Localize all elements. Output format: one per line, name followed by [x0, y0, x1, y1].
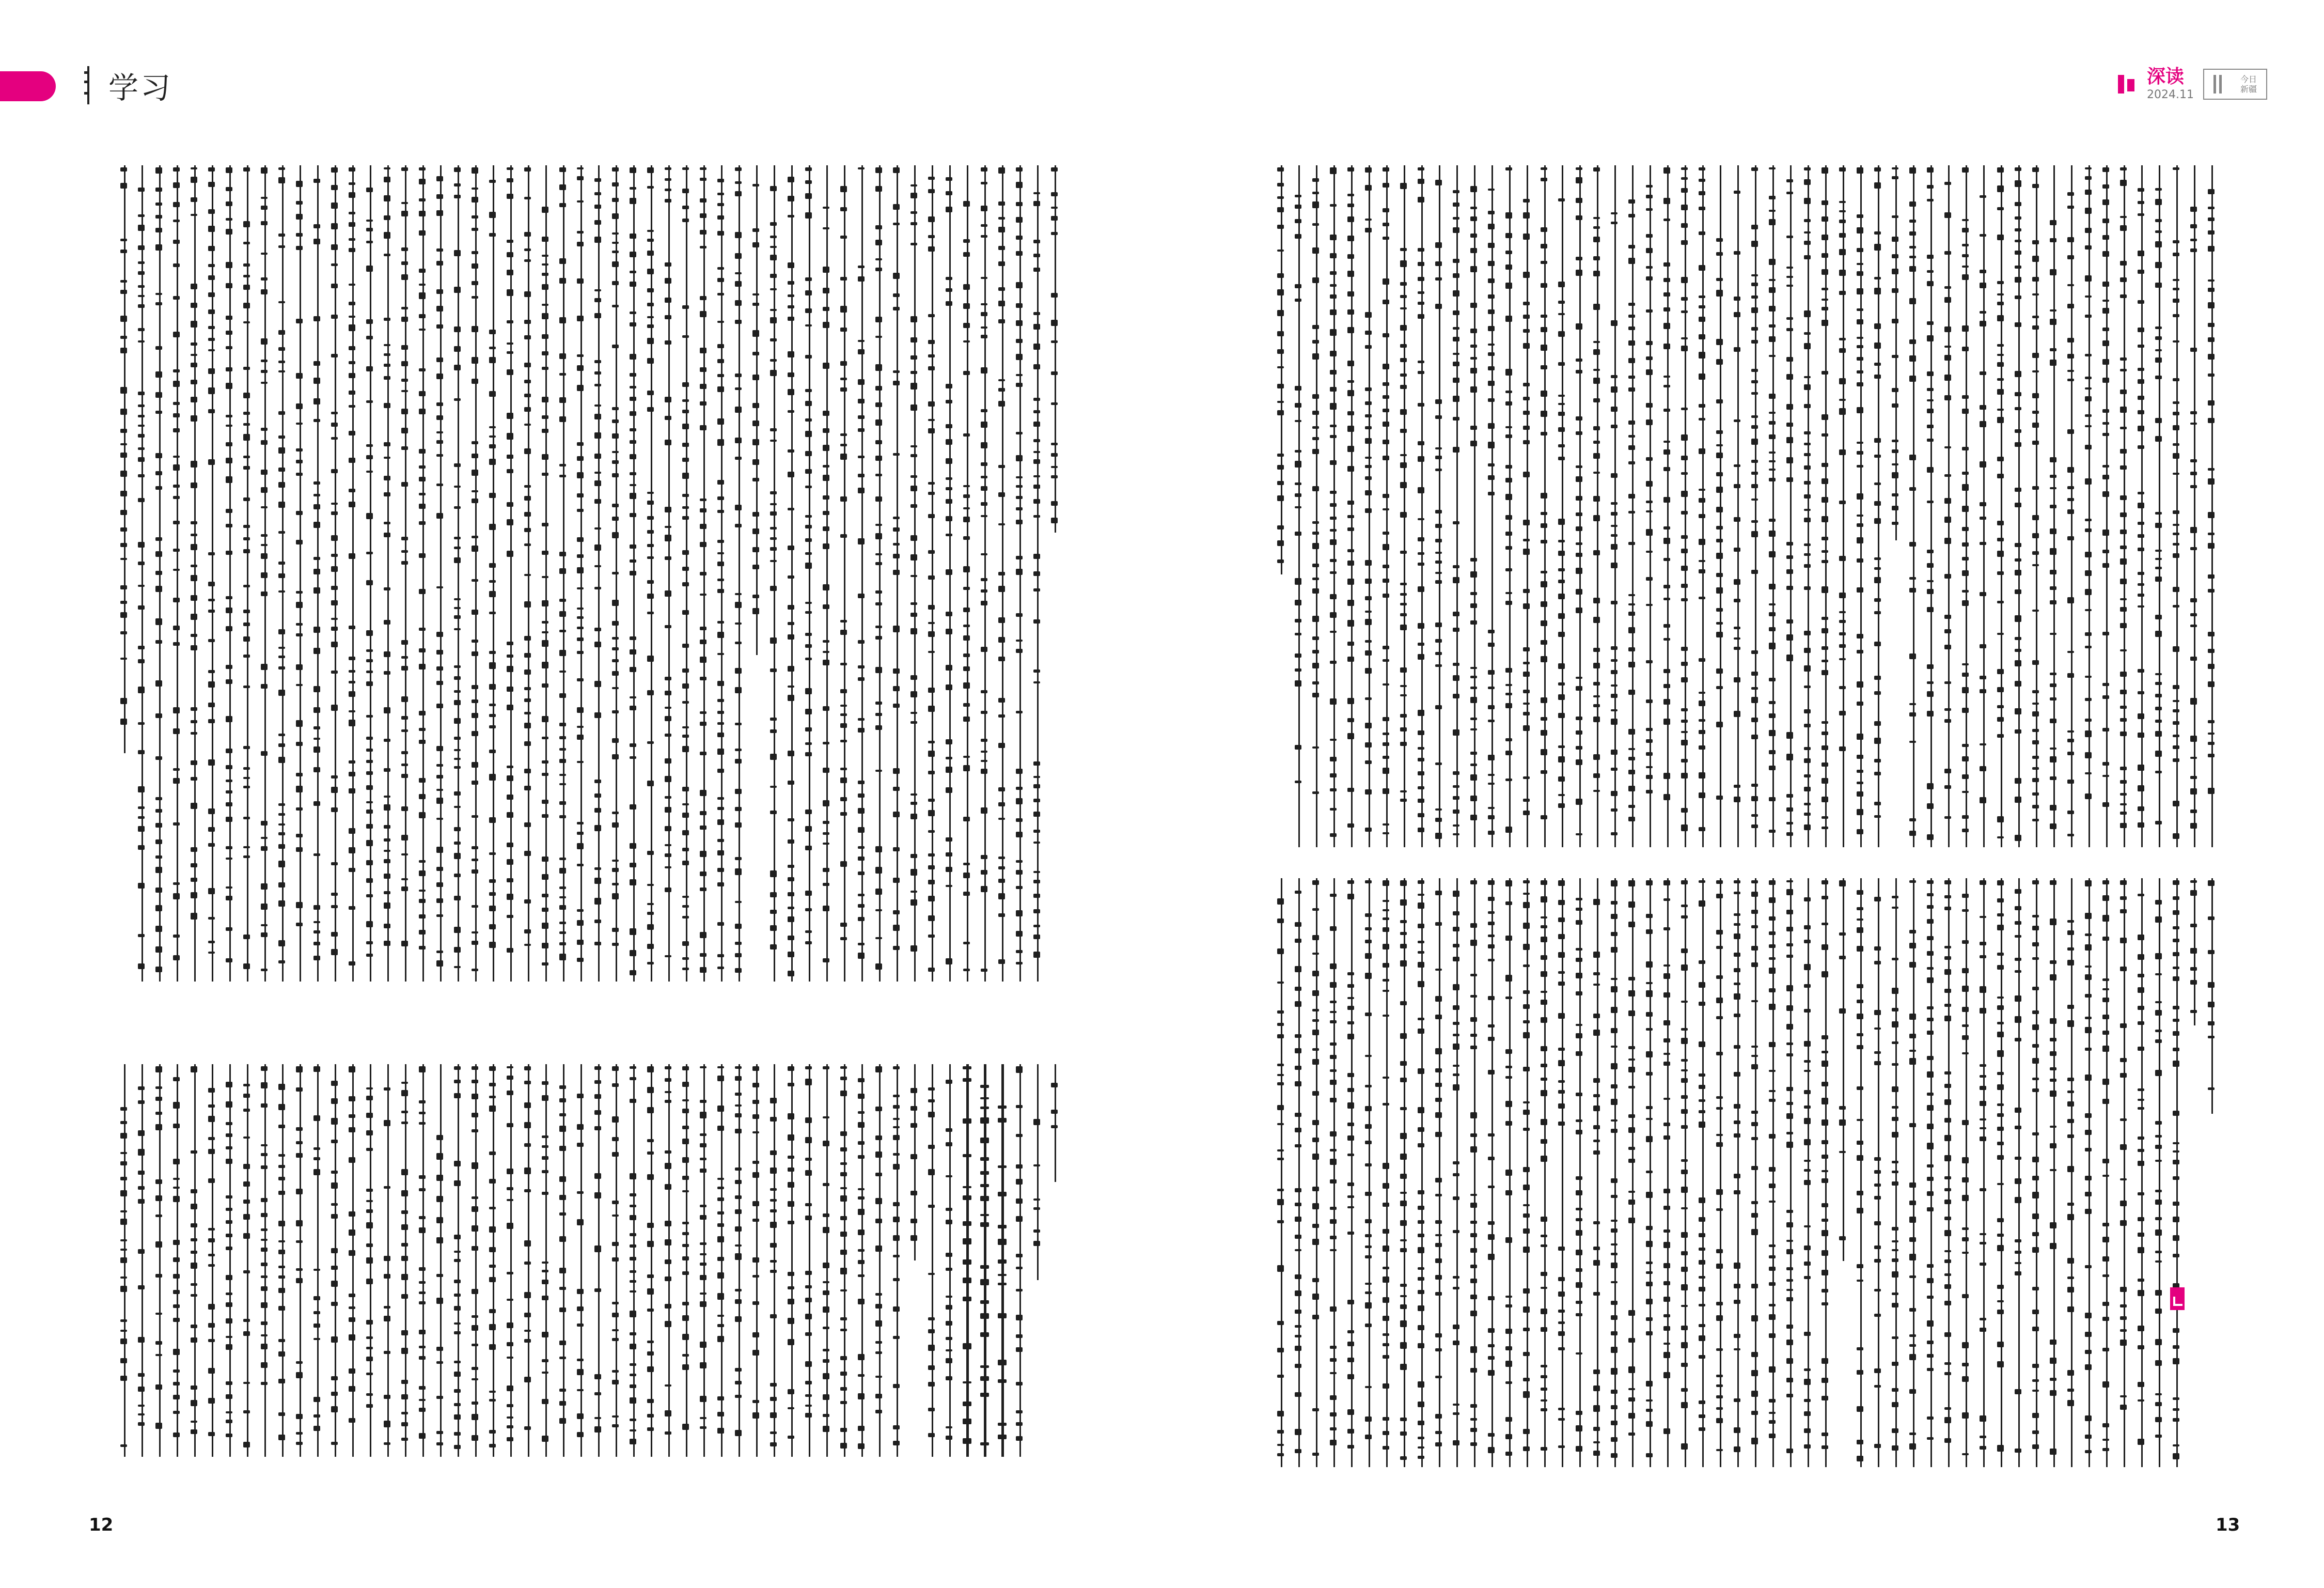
text-column	[1922, 878, 1940, 1467]
text-column	[432, 165, 449, 982]
right-page-header	[2116, 61, 2267, 107]
text-column	[520, 1064, 537, 1457]
text-column	[959, 165, 976, 982]
text-column	[748, 1064, 765, 1457]
text-column	[2115, 878, 2133, 1467]
text-column	[1957, 165, 1975, 847]
text-column	[853, 165, 871, 982]
text-column	[1518, 165, 1536, 847]
text-column	[186, 165, 203, 982]
text-column	[256, 165, 274, 982]
text-column	[397, 165, 414, 982]
text-column	[1834, 878, 1852, 1467]
text-column	[800, 165, 818, 982]
text-column	[1624, 165, 1641, 847]
text-column	[818, 1064, 836, 1457]
text-column	[1729, 878, 1747, 1467]
text-column	[432, 1064, 449, 1457]
mongolian-section-label	[83, 66, 94, 104]
text-column	[1747, 165, 1764, 847]
text-column	[555, 165, 572, 982]
text-column	[484, 165, 502, 982]
text-column	[2150, 165, 2168, 847]
text-column	[1518, 878, 1536, 1467]
text-column	[1325, 878, 1343, 1467]
text-column	[379, 165, 397, 982]
text-column	[537, 1064, 555, 1457]
text-column	[1378, 165, 1395, 847]
text-column	[2186, 165, 2203, 847]
text-column	[274, 165, 291, 982]
text-column	[730, 165, 748, 982]
text-column	[1606, 878, 1624, 1467]
left-text-block-1	[103, 165, 1064, 982]
text-column	[888, 1064, 906, 1457]
text-column	[572, 1064, 590, 1457]
text-column	[116, 1064, 133, 1457]
text-column	[1624, 878, 1641, 1467]
text-column	[1343, 878, 1360, 1467]
text-column	[1975, 878, 1992, 1467]
text-column	[2168, 878, 2186, 1467]
text-column	[1483, 878, 1501, 1467]
text-column	[678, 165, 695, 982]
text-column	[660, 165, 678, 982]
section-title: 学习	[108, 70, 173, 105]
text-column	[994, 165, 1011, 982]
text-column	[326, 1064, 344, 1457]
section-tab	[0, 71, 56, 101]
text-column	[1711, 165, 1729, 847]
text-column	[203, 1064, 221, 1457]
text-column	[1273, 878, 1290, 1467]
text-column	[906, 1064, 923, 1457]
text-column	[379, 1064, 397, 1457]
text-column	[625, 165, 642, 982]
text-column	[1536, 165, 1553, 847]
text-column	[362, 1064, 379, 1457]
text-column	[590, 165, 607, 982]
text-column	[923, 165, 941, 982]
text-column	[1448, 165, 1466, 847]
text-column	[2203, 165, 2221, 847]
right-text-block-2	[1260, 878, 2221, 1467]
text-column	[1029, 165, 1046, 982]
left-page-number: 12	[89, 1515, 114, 1535]
right-page-number: 13	[2216, 1515, 2240, 1535]
text-column	[642, 165, 660, 982]
text-column	[414, 165, 432, 982]
text-column	[941, 1064, 959, 1457]
brand-masthead	[2203, 69, 2267, 100]
text-column	[941, 165, 959, 982]
text-column	[221, 165, 239, 982]
text-column	[186, 1064, 203, 1457]
text-column	[291, 1064, 309, 1457]
text-column	[1887, 878, 1905, 1467]
text-column	[1011, 165, 1029, 982]
text-column	[1694, 878, 1711, 1467]
text-column	[1747, 878, 1764, 1467]
text-column	[1360, 878, 1378, 1467]
text-column	[2080, 165, 2098, 847]
text-column	[449, 165, 467, 982]
text-column	[168, 1064, 186, 1457]
text-column	[1395, 165, 1413, 847]
text-column	[256, 1064, 274, 1457]
text-column	[678, 1064, 695, 1457]
text-column	[783, 1064, 800, 1457]
text-column	[1273, 165, 1290, 847]
text-column	[1029, 1064, 1046, 1457]
text-column	[1782, 878, 1799, 1467]
text-column	[274, 1064, 291, 1457]
text-column	[959, 1064, 976, 1457]
text-column	[1466, 878, 1483, 1467]
text-column	[116, 165, 133, 982]
text-column	[309, 1064, 326, 1457]
text-column	[1817, 878, 1834, 1467]
text-column	[1466, 165, 1483, 847]
text-column	[239, 165, 256, 982]
text-column	[1308, 878, 1325, 1467]
text-column	[871, 165, 888, 982]
text-column	[590, 1064, 607, 1457]
text-column	[168, 165, 186, 982]
text-column	[1975, 165, 1992, 847]
text-column	[1395, 878, 1413, 1467]
text-column	[133, 1064, 151, 1457]
text-column	[502, 1064, 520, 1457]
article-start-marker	[2170, 1287, 2185, 1310]
text-column	[203, 165, 221, 982]
text-column	[783, 165, 800, 982]
text-column	[467, 1064, 484, 1457]
text-column	[1887, 165, 1905, 847]
text-column	[1676, 878, 1694, 1467]
text-column	[923, 1064, 941, 1457]
text-column	[1641, 165, 1659, 847]
text-column	[2133, 878, 2150, 1467]
text-column	[607, 1064, 625, 1457]
text-column	[765, 1064, 783, 1457]
text-column	[994, 1064, 1011, 1457]
text-column	[2186, 878, 2203, 1467]
text-column	[836, 1064, 853, 1457]
text-column	[2150, 878, 2168, 1467]
mongolian-brand-icon	[2213, 75, 2222, 94]
text-column	[836, 165, 853, 982]
text-column	[1343, 165, 1360, 847]
text-column	[467, 165, 484, 982]
left-page-header	[83, 62, 172, 108]
text-column	[1606, 165, 1624, 847]
text-column	[906, 165, 923, 982]
text-column	[888, 165, 906, 982]
text-column	[748, 165, 765, 982]
text-column	[1589, 165, 1606, 847]
text-column	[1817, 165, 1834, 847]
text-column	[1711, 878, 1729, 1467]
text-column	[800, 1064, 818, 1457]
text-column	[818, 165, 836, 982]
text-column	[520, 165, 537, 982]
text-column	[1852, 878, 1870, 1467]
text-column	[1992, 165, 2010, 847]
text-column	[239, 1064, 256, 1457]
text-column	[1589, 878, 1606, 1467]
text-column	[607, 165, 625, 982]
text-column	[572, 165, 590, 982]
text-column	[1501, 165, 1518, 847]
text-column	[2168, 165, 2186, 847]
left-text-block-2	[103, 1064, 1064, 1457]
text-column	[1553, 165, 1571, 847]
text-column	[853, 1064, 871, 1457]
text-column	[695, 165, 713, 982]
text-column	[2063, 878, 2080, 1467]
text-column	[1046, 165, 1064, 982]
text-column	[1799, 878, 1817, 1467]
text-column	[1940, 878, 1957, 1467]
text-column	[1413, 878, 1431, 1467]
text-column	[1659, 878, 1676, 1467]
text-column	[1413, 165, 1431, 847]
brand-char-1: 今日	[2240, 74, 2257, 84]
text-column	[1852, 165, 1870, 847]
text-column	[537, 165, 555, 982]
brand-char-2: 新疆	[2240, 84, 2257, 94]
text-column	[2098, 165, 2115, 847]
text-column	[2045, 165, 2063, 847]
text-column	[976, 1064, 994, 1457]
text-column	[1431, 878, 1448, 1467]
text-column	[1764, 165, 1782, 847]
text-column	[2133, 165, 2150, 847]
text-column	[221, 1064, 239, 1457]
text-column	[1641, 878, 1659, 1467]
text-column	[1553, 878, 1571, 1467]
text-column	[1325, 165, 1343, 847]
text-column	[1571, 878, 1589, 1467]
text-column	[1290, 165, 1308, 847]
text-column	[765, 165, 783, 982]
text-column	[642, 1064, 660, 1457]
text-column	[1676, 165, 1694, 847]
text-column	[1834, 165, 1852, 847]
text-column	[1957, 878, 1975, 1467]
text-column	[1905, 878, 1922, 1467]
text-column	[695, 1064, 713, 1457]
text-column	[1870, 878, 1887, 1467]
text-column	[730, 1064, 748, 1457]
text-column	[309, 165, 326, 982]
text-column	[2028, 165, 2045, 847]
text-column	[660, 1064, 678, 1457]
text-column	[414, 1064, 432, 1457]
text-column	[1905, 165, 1922, 847]
text-column	[2028, 878, 2045, 1467]
text-column	[1694, 165, 1711, 847]
section-name: 深读	[2147, 66, 2185, 87]
text-column	[449, 1064, 467, 1457]
text-column	[1290, 878, 1308, 1467]
text-column	[151, 165, 168, 982]
text-column	[871, 1064, 888, 1457]
text-column	[1431, 165, 1448, 847]
text-column	[1940, 165, 1957, 847]
text-column	[713, 1064, 730, 1457]
text-column	[1659, 165, 1676, 847]
text-column	[1360, 165, 1378, 847]
text-column	[484, 1064, 502, 1457]
text-column	[2098, 878, 2115, 1467]
issue-date: 2024.11	[2147, 88, 2194, 101]
text-column	[625, 1064, 642, 1457]
text-column	[1571, 165, 1589, 847]
text-column	[1378, 878, 1395, 1467]
text-column	[1922, 165, 1940, 847]
text-column	[1448, 878, 1466, 1467]
section-label	[2147, 68, 2194, 101]
text-column	[1799, 165, 1817, 847]
text-column	[1046, 1064, 1064, 1457]
text-column	[151, 1064, 168, 1457]
text-column	[1870, 165, 1887, 847]
right-text-block-1	[1260, 165, 2221, 847]
text-column	[344, 165, 362, 982]
text-column	[2203, 878, 2221, 1467]
text-column	[2045, 878, 2063, 1467]
text-column	[976, 165, 994, 982]
text-column	[2010, 165, 2028, 847]
text-column	[2010, 878, 2028, 1467]
text-column	[2063, 165, 2080, 847]
text-column	[344, 1064, 362, 1457]
text-column	[713, 165, 730, 982]
text-column	[1536, 878, 1553, 1467]
text-column	[2115, 165, 2133, 847]
text-column	[1011, 1064, 1029, 1457]
text-column	[1992, 878, 2010, 1467]
text-column	[1729, 165, 1747, 847]
text-column	[397, 1064, 414, 1457]
brand-logo-icon	[2116, 72, 2138, 97]
text-column	[326, 165, 344, 982]
text-column	[362, 165, 379, 982]
text-column	[133, 165, 151, 982]
text-column	[502, 165, 520, 982]
text-column	[1483, 165, 1501, 847]
text-column	[1501, 878, 1518, 1467]
text-column	[291, 165, 309, 982]
text-column	[2080, 878, 2098, 1467]
text-column	[1308, 165, 1325, 847]
text-column	[1782, 165, 1799, 847]
text-column	[555, 1064, 572, 1457]
text-column	[1764, 878, 1782, 1467]
